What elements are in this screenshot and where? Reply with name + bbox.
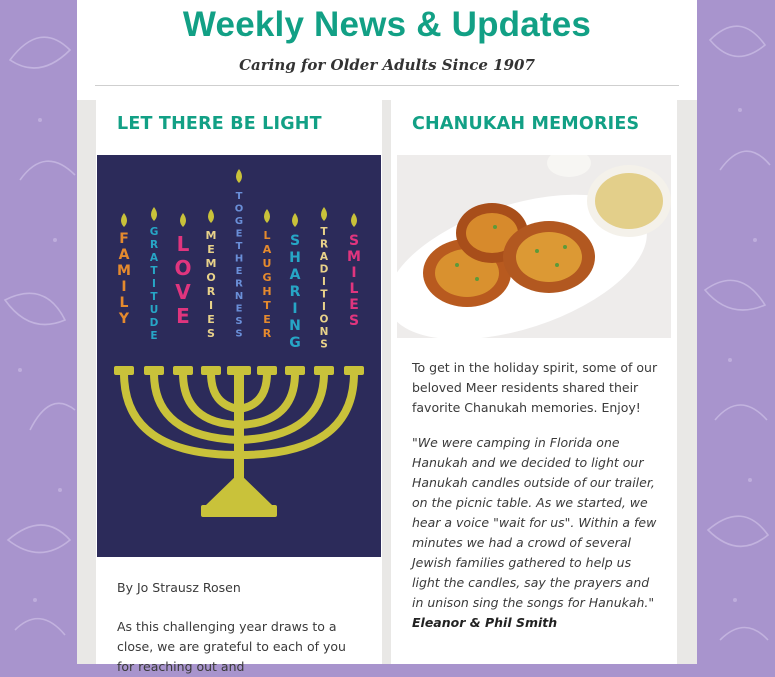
article-body bbox=[117, 578, 367, 677]
candle-word-traditions: T R A D I T I O N S bbox=[319, 226, 329, 351]
page-title: Weekly News & Updates bbox=[182, 5, 592, 44]
candle-word-memories: M E M O R I E S bbox=[205, 229, 217, 340]
newsletter-header bbox=[77, 0, 697, 74]
article-body bbox=[412, 358, 662, 633]
quote-signature: Eleanor & Phil Smith bbox=[412, 615, 558, 630]
newsletter-page bbox=[77, 0, 697, 674]
article-let-there-be-light bbox=[96, 100, 382, 674]
candle-word-laughter: L A U G H T E R bbox=[262, 229, 272, 340]
latkes-image[interactable] bbox=[397, 155, 671, 338]
menorah-illustration bbox=[97, 155, 381, 557]
page-subtitle: Caring for Older Adults Since 1907 bbox=[239, 56, 535, 74]
latkes-photo bbox=[397, 155, 671, 338]
candle-word-gratitude: G R A T I T U D E bbox=[149, 226, 159, 342]
candle-word-love: L O V E bbox=[174, 232, 192, 328]
article-heading[interactable]: CHANUKAH MEMORIES bbox=[412, 114, 640, 134]
article-intro: To get in the holiday spirit, some of our beloved Meer residents shared their favorite Chanukah memories. Enjoy! bbox=[412, 360, 658, 415]
article-heading[interactable]: LET THERE BE LIGHT bbox=[117, 114, 322, 134]
header-divider bbox=[95, 85, 679, 86]
article-intro: As this challenging year draws to a close, we are grateful to each of you for reaching out and bbox=[117, 619, 346, 674]
resident-quote: "We were camping in Florida one Hanukah and we decided to light our Hanukah candles outside of our trailer, on the picnic table. As we started, we hear a voice "wait for us". Within a few minutes we had a crowd of several Jewish families gathered to help us light the candles, say the prayers and in unison sing the songs for Hanukah." bbox=[412, 435, 657, 610]
article-chanukah-memories bbox=[391, 100, 677, 664]
candle-word-togetherness: T O G E T H E R N E S S bbox=[234, 191, 244, 340]
candle-word-smiles: S M I L E S bbox=[347, 233, 361, 329]
menorah-image[interactable] bbox=[97, 155, 381, 557]
candle-word-sharing: S H A R I N G bbox=[289, 233, 301, 351]
article-columns bbox=[77, 100, 697, 674]
article-byline: By Jo Strausz Rosen bbox=[117, 580, 241, 595]
candle-word-family: F A M I L Y bbox=[117, 231, 131, 327]
